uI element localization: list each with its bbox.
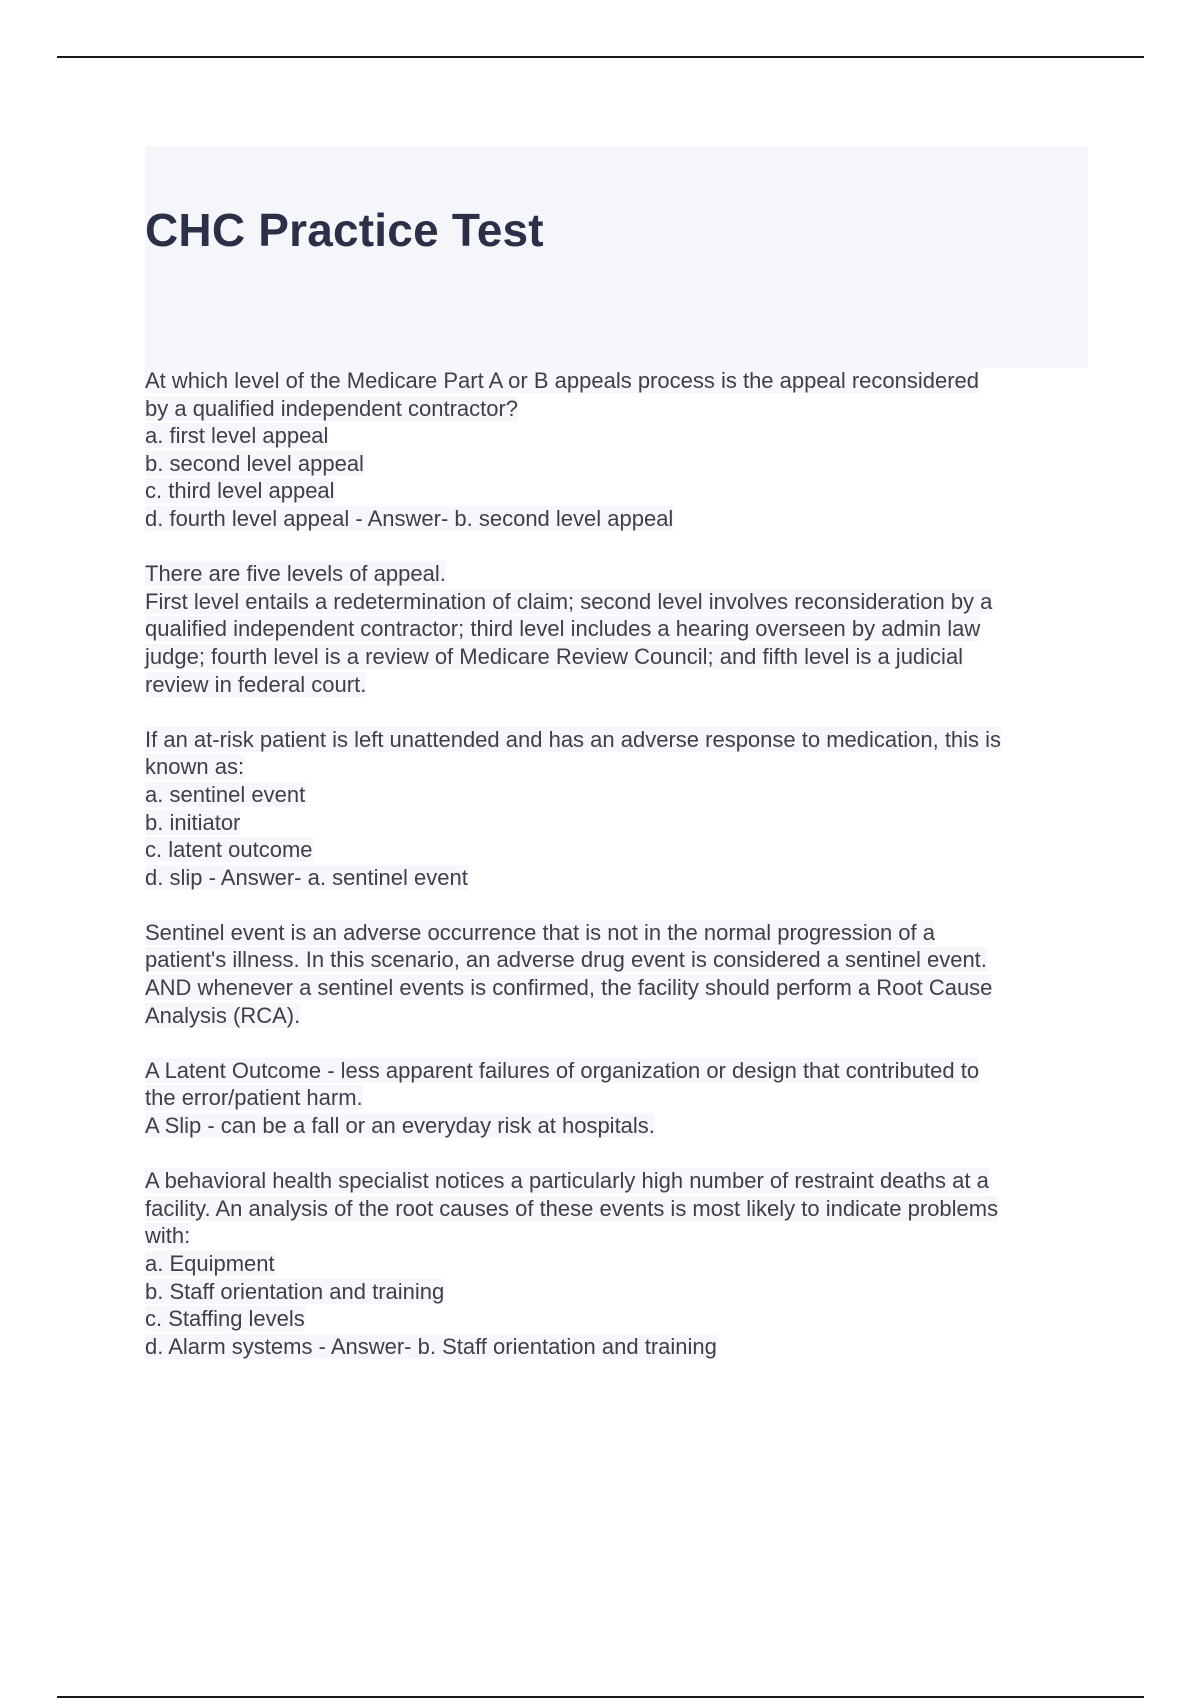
- text-line-content: facility. An analysis of the root causes of these events is most likely to indicate problems: [145, 1195, 999, 1221]
- text-line-content: AND whenever a sentinel events is confirmed, the facility should perform a Root Cause: [145, 975, 993, 1001]
- text-line: [145, 781, 1095, 809]
- question-block: [145, 726, 1095, 892]
- text-line-content: Sentinel event is an adverse occurrence that is not in the normal progression of a: [145, 919, 936, 945]
- text-line: [145, 946, 1095, 974]
- text-line: [145, 1084, 1095, 1112]
- text-line-content: qualified independent contractor; third level includes a hearing overseen by admin law: [145, 616, 981, 642]
- text-line-content: First level entails a redetermination of claim; second level involves reconsideration by a: [145, 588, 993, 614]
- text-line-content: At which level of the Medicare Part A or B appeals process is the appeal reconsidered: [145, 368, 980, 393]
- text-line: [145, 615, 1095, 643]
- text-line-content: b. Staff orientation and training: [145, 1278, 445, 1304]
- title-band: [145, 146, 1088, 368]
- text-line-content: d. fourth level appeal - Answer- b. second level appeal: [145, 505, 674, 531]
- text-line-content: patient's illness. In this scenario, an adverse drug event is considered a sentinel event.: [145, 947, 987, 973]
- text-line-content: the error/patient harm.: [145, 1085, 363, 1111]
- text-line: [145, 1222, 1095, 1250]
- text-line: [145, 367, 1095, 395]
- bottom-rule: [57, 1696, 1144, 1698]
- text-line-content: with:: [145, 1223, 191, 1249]
- text-line: [145, 809, 1095, 837]
- text-line: [145, 726, 1095, 754]
- text-line: [145, 643, 1095, 671]
- text-line: [145, 588, 1095, 616]
- text-line: [145, 1305, 1095, 1333]
- text-line-content: judge; fourth level is a review of Medicare Review Council; and fifth level is a judicial: [145, 643, 964, 669]
- text-line: [145, 671, 1095, 699]
- text-line: [145, 1002, 1095, 1030]
- text-line: [145, 395, 1095, 423]
- text-line: [145, 864, 1095, 892]
- text-line-content: c. latent outcome: [145, 837, 313, 863]
- explanation-block: [145, 1057, 1095, 1140]
- text-line-content: review in federal court.: [145, 671, 367, 697]
- text-line: [145, 505, 1095, 533]
- text-line: [145, 422, 1095, 450]
- text-line-content: Analysis (RCA).: [145, 1002, 301, 1028]
- text-line-content: A behavioral health specialist notices a particularly high number of restraint deaths at a: [145, 1168, 989, 1194]
- text-line: [145, 477, 1095, 505]
- text-line-content: a. Equipment: [145, 1251, 275, 1276]
- text-line: [145, 974, 1095, 1002]
- text-line-content: d. Alarm systems - Answer- b. Staff orientation and training: [145, 1333, 717, 1359]
- text-line: [145, 836, 1095, 864]
- text-line: [145, 753, 1095, 781]
- text-line: [145, 1167, 1095, 1195]
- text-line: [145, 1333, 1095, 1361]
- text-line: [145, 450, 1095, 478]
- text-line: [145, 1057, 1095, 1085]
- question-block: [145, 367, 1095, 533]
- text-line-content: A Slip - can be a fall or an everyday risk at hospitals.: [145, 1113, 655, 1139]
- page-title: CHC Practice Test: [145, 204, 544, 256]
- text-line: [145, 1112, 1095, 1140]
- text-line-content: known as:: [145, 754, 245, 780]
- document-body: [145, 367, 1095, 1388]
- text-line-content: c. Staffing levels: [145, 1306, 305, 1332]
- text-line-content: by a qualified independent contractor?: [145, 395, 519, 421]
- text-line-content: b. initiator: [145, 809, 241, 835]
- text-line-content: There are five levels of appeal.: [145, 561, 446, 587]
- text-line-content: b. second level appeal: [145, 450, 364, 476]
- text-line-content: a. sentinel event: [145, 781, 306, 807]
- text-line: [145, 560, 1095, 588]
- text-line-content: c. third level appeal: [145, 478, 335, 504]
- text-line: [145, 1250, 1095, 1278]
- explanation-block: [145, 919, 1095, 1029]
- text-line-content: A Latent Outcome - less apparent failures of organization or design that contributed to: [145, 1057, 980, 1083]
- text-line: [145, 919, 1095, 947]
- text-line: [145, 1278, 1095, 1306]
- explanation-block: [145, 560, 1095, 698]
- text-line-content: a. first level appeal: [145, 423, 329, 449]
- text-line-content: d. slip - Answer- a. sentinel event: [145, 864, 468, 890]
- text-line-content: If an at-risk patient is left unattended and has an adverse response to medication, this is: [145, 726, 1002, 752]
- top-rule: [57, 56, 1144, 58]
- text-line: [145, 1195, 1095, 1223]
- question-block: [145, 1167, 1095, 1360]
